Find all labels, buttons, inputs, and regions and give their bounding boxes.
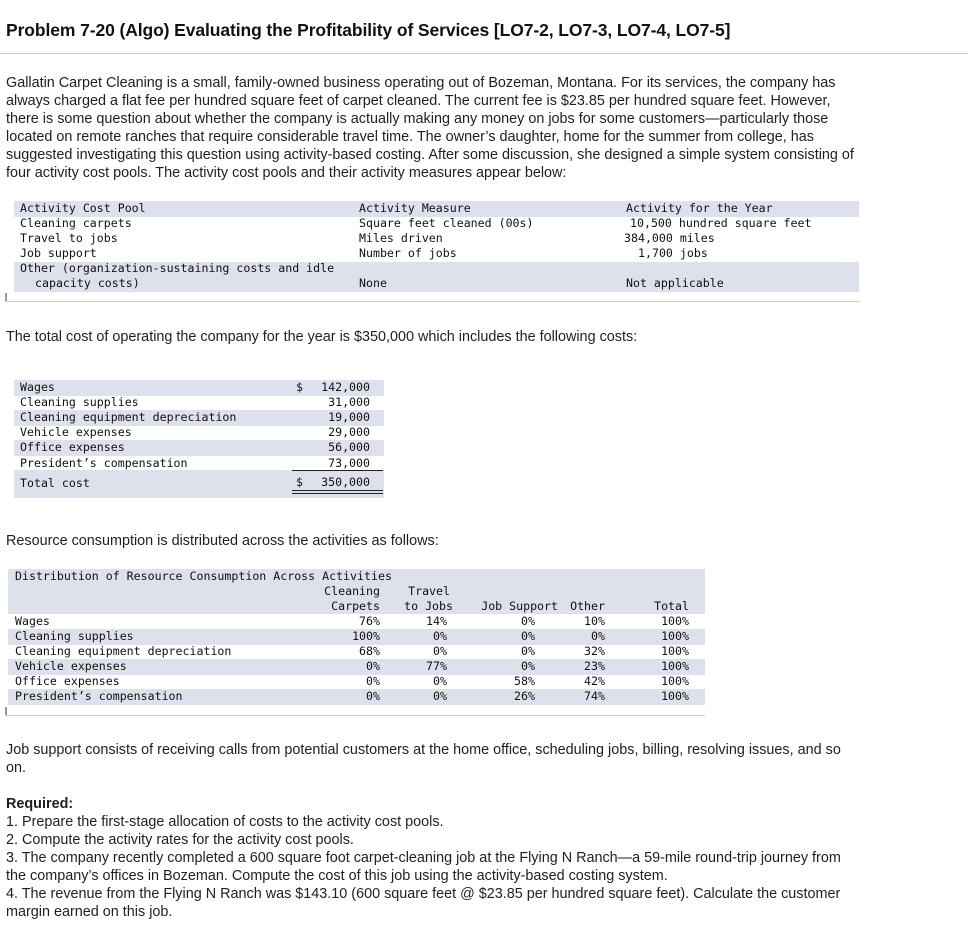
table-bottom-line <box>5 715 705 716</box>
col-header: Job Support <box>481 599 558 613</box>
distribution-cell: 10% <box>584 614 605 628</box>
pool-activity: 1,700 jobs <box>638 246 708 260</box>
double-rule-bottom <box>292 493 383 494</box>
pool-name-continued: capacity costs) <box>35 276 140 290</box>
distribution-cell: 14% <box>426 614 447 628</box>
distribution-cell: 0% <box>521 629 535 643</box>
cost-label: President’s compensation <box>20 456 188 470</box>
required-item: the company’s offices in Bozeman. Compute the cost of this job using the activity-based costing system. <box>6 868 668 884</box>
total-cost-value: 350,000 <box>321 475 370 489</box>
distribution-row-label: Wages <box>15 614 50 628</box>
distribution-cell: 0% <box>521 644 535 658</box>
distribution-cell: 100% <box>661 644 689 658</box>
cost-value: 56,000 <box>328 440 370 454</box>
required-item: 2. Compute the activity rates for the activity cost pools. <box>6 832 354 848</box>
pool-measure: Square feet cleaned (00s) <box>359 216 534 230</box>
distribution-cell: 74% <box>584 689 605 703</box>
intro-paragraph <box>6 74 854 182</box>
distribution-cell: 0% <box>591 629 605 643</box>
pool-measure: None <box>359 276 387 290</box>
distribution-row-label: Cleaning equipment depreciation <box>15 644 232 658</box>
distribution-cell: 0% <box>433 629 447 643</box>
cost-label: Office expenses <box>20 440 125 454</box>
required-item: margin earned on this job. <box>6 904 173 920</box>
required-section <box>6 795 841 921</box>
distribution-row-label: Office expenses <box>15 674 120 688</box>
intro-line: there is some question about whether the company is actually making any money on jobs for some customers—particularly those <box>6 111 829 127</box>
title-divider <box>0 53 968 54</box>
pools-header-pool: Activity Cost Pool <box>20 201 146 215</box>
col-header: to Jobs <box>404 599 453 613</box>
cost-value: 31,000 <box>328 395 370 409</box>
pool-activity: 10,500 hundred square feet <box>630 216 812 230</box>
required-item: 4. The revenue from the Flying N Ranch was $143.10 (600 square feet @ $23.85 per hundred square feet). Calculate the customer <box>6 886 841 902</box>
intro-line: Gallatin Carpet Cleaning is a small, family-owned business operating out of Bozeman, Montana. For its services, the company has <box>6 75 836 91</box>
distribution-cell: 100% <box>661 629 689 643</box>
pool-activity: 384,000 miles <box>624 231 715 245</box>
distribution-cell: 100% <box>661 674 689 688</box>
cost-value: 73,000 <box>328 456 370 470</box>
col-header-top: Travel <box>408 584 450 598</box>
pools-header-activity: Activity for the Year <box>626 201 773 215</box>
total-cost-label: Total cost <box>20 476 90 490</box>
distribution-cell: 0% <box>433 644 447 658</box>
distribution-cell: 0% <box>521 614 535 628</box>
cost-value: 29,000 <box>328 425 370 439</box>
required-item: 1. Prepare the first-stage allocation of costs to the activity cost pools. <box>6 814 444 830</box>
distribution-cell: 58% <box>514 674 535 688</box>
total-cost-text: The total cost of operating the company for the year is $350,000 which includes the following costs: <box>6 329 638 345</box>
total-cost-dollar: $ <box>296 475 303 489</box>
distribution-cell: 100% <box>661 689 689 703</box>
subtotal-rule <box>292 470 383 471</box>
pool-name: Travel to jobs <box>20 231 118 245</box>
pool-name: Other (organization-sustaining costs and idle <box>20 261 335 275</box>
job-support-line: on. <box>6 760 27 776</box>
cost-dollar: $ <box>296 380 303 394</box>
pool-activity: Not applicable <box>626 276 724 290</box>
distribution-cell: 0% <box>366 674 380 688</box>
required-heading: Required: <box>6 796 74 812</box>
cost-value: 19,000 <box>328 410 370 424</box>
double-rule-top <box>292 490 383 491</box>
distribution-cell: 0% <box>433 689 447 703</box>
table-bottom-line <box>5 301 860 302</box>
col-header-top: Cleaning <box>324 584 380 598</box>
required-item: 3. The company recently completed a 600 square foot carpet-cleaning job at the Flying N Ranch—a 59-mile round-trip journey from <box>6 850 841 866</box>
col-header: Other <box>570 599 605 613</box>
intro-line: four activity cost pools. The activity cost pools and their activity measures appear below: <box>6 165 567 181</box>
pool-name: Cleaning carpets <box>20 216 132 230</box>
distribution-row-label: Vehicle expenses <box>15 659 127 673</box>
distribution-cell: 100% <box>661 614 689 628</box>
distribution-cell: 23% <box>584 659 605 673</box>
distribution-cell: 0% <box>366 689 380 703</box>
distribution-cell: 0% <box>433 674 447 688</box>
pools-header-measure: Activity Measure <box>359 201 471 215</box>
intro-line: suggested investigating this question using activity-based costing. After some discussion, she designed a simple system consisting of <box>6 147 854 163</box>
cost-label: Cleaning equipment depreciation <box>20 410 237 424</box>
distribution-cell: 0% <box>521 659 535 673</box>
distribution-row-label: President’s compensation <box>15 689 183 703</box>
distribution-cell: 77% <box>426 659 447 673</box>
distribution-cell: 26% <box>514 689 535 703</box>
distribution-cell: 100% <box>352 629 380 643</box>
distribution-cell: 32% <box>584 644 605 658</box>
distribution-cell: 0% <box>366 659 380 673</box>
pool-measure: Miles driven <box>359 231 443 245</box>
distribution-cell: 100% <box>661 659 689 673</box>
intro-line: located on remote ranches that require considerable travel time. The owner’s daughter, home for the summer from college, has <box>6 129 814 145</box>
job-support-paragraph <box>6 741 841 777</box>
distribution-row-label: Cleaning supplies <box>15 629 134 643</box>
cost-value: 142,000 <box>321 380 370 394</box>
distribution-cell: 42% <box>584 674 605 688</box>
distribution-cell: 68% <box>359 644 380 658</box>
page-title: Problem 7-20 (Algo) Evaluating the Profitability of Services [LO7-2, LO7-3, LO7-4, LO7-5] <box>6 20 731 40</box>
resource-text: Resource consumption is distributed across the activities as follows: <box>6 533 439 549</box>
col-header: Carpets <box>331 599 380 613</box>
pool-name: Job support <box>20 246 97 260</box>
cost-label: Cleaning supplies <box>20 395 139 409</box>
col-header: Total <box>654 599 689 613</box>
pool-measure: Number of jobs <box>359 246 457 260</box>
distribution-title: Distribution of Resource Consumption Across Activities <box>15 569 392 583</box>
job-support-line: Job support consists of receiving calls from potential customers at the home office, scheduling jobs, billing, resolving issues, and so <box>6 742 841 758</box>
distribution-cell: 76% <box>359 614 380 628</box>
intro-line: always charged a flat fee per hundred square feet of carpet cleaned. The current fee is $23.85 per hundred square feet. However, <box>6 93 831 109</box>
cost-label: Wages <box>20 380 55 394</box>
cost-label: Vehicle expenses <box>20 425 132 439</box>
